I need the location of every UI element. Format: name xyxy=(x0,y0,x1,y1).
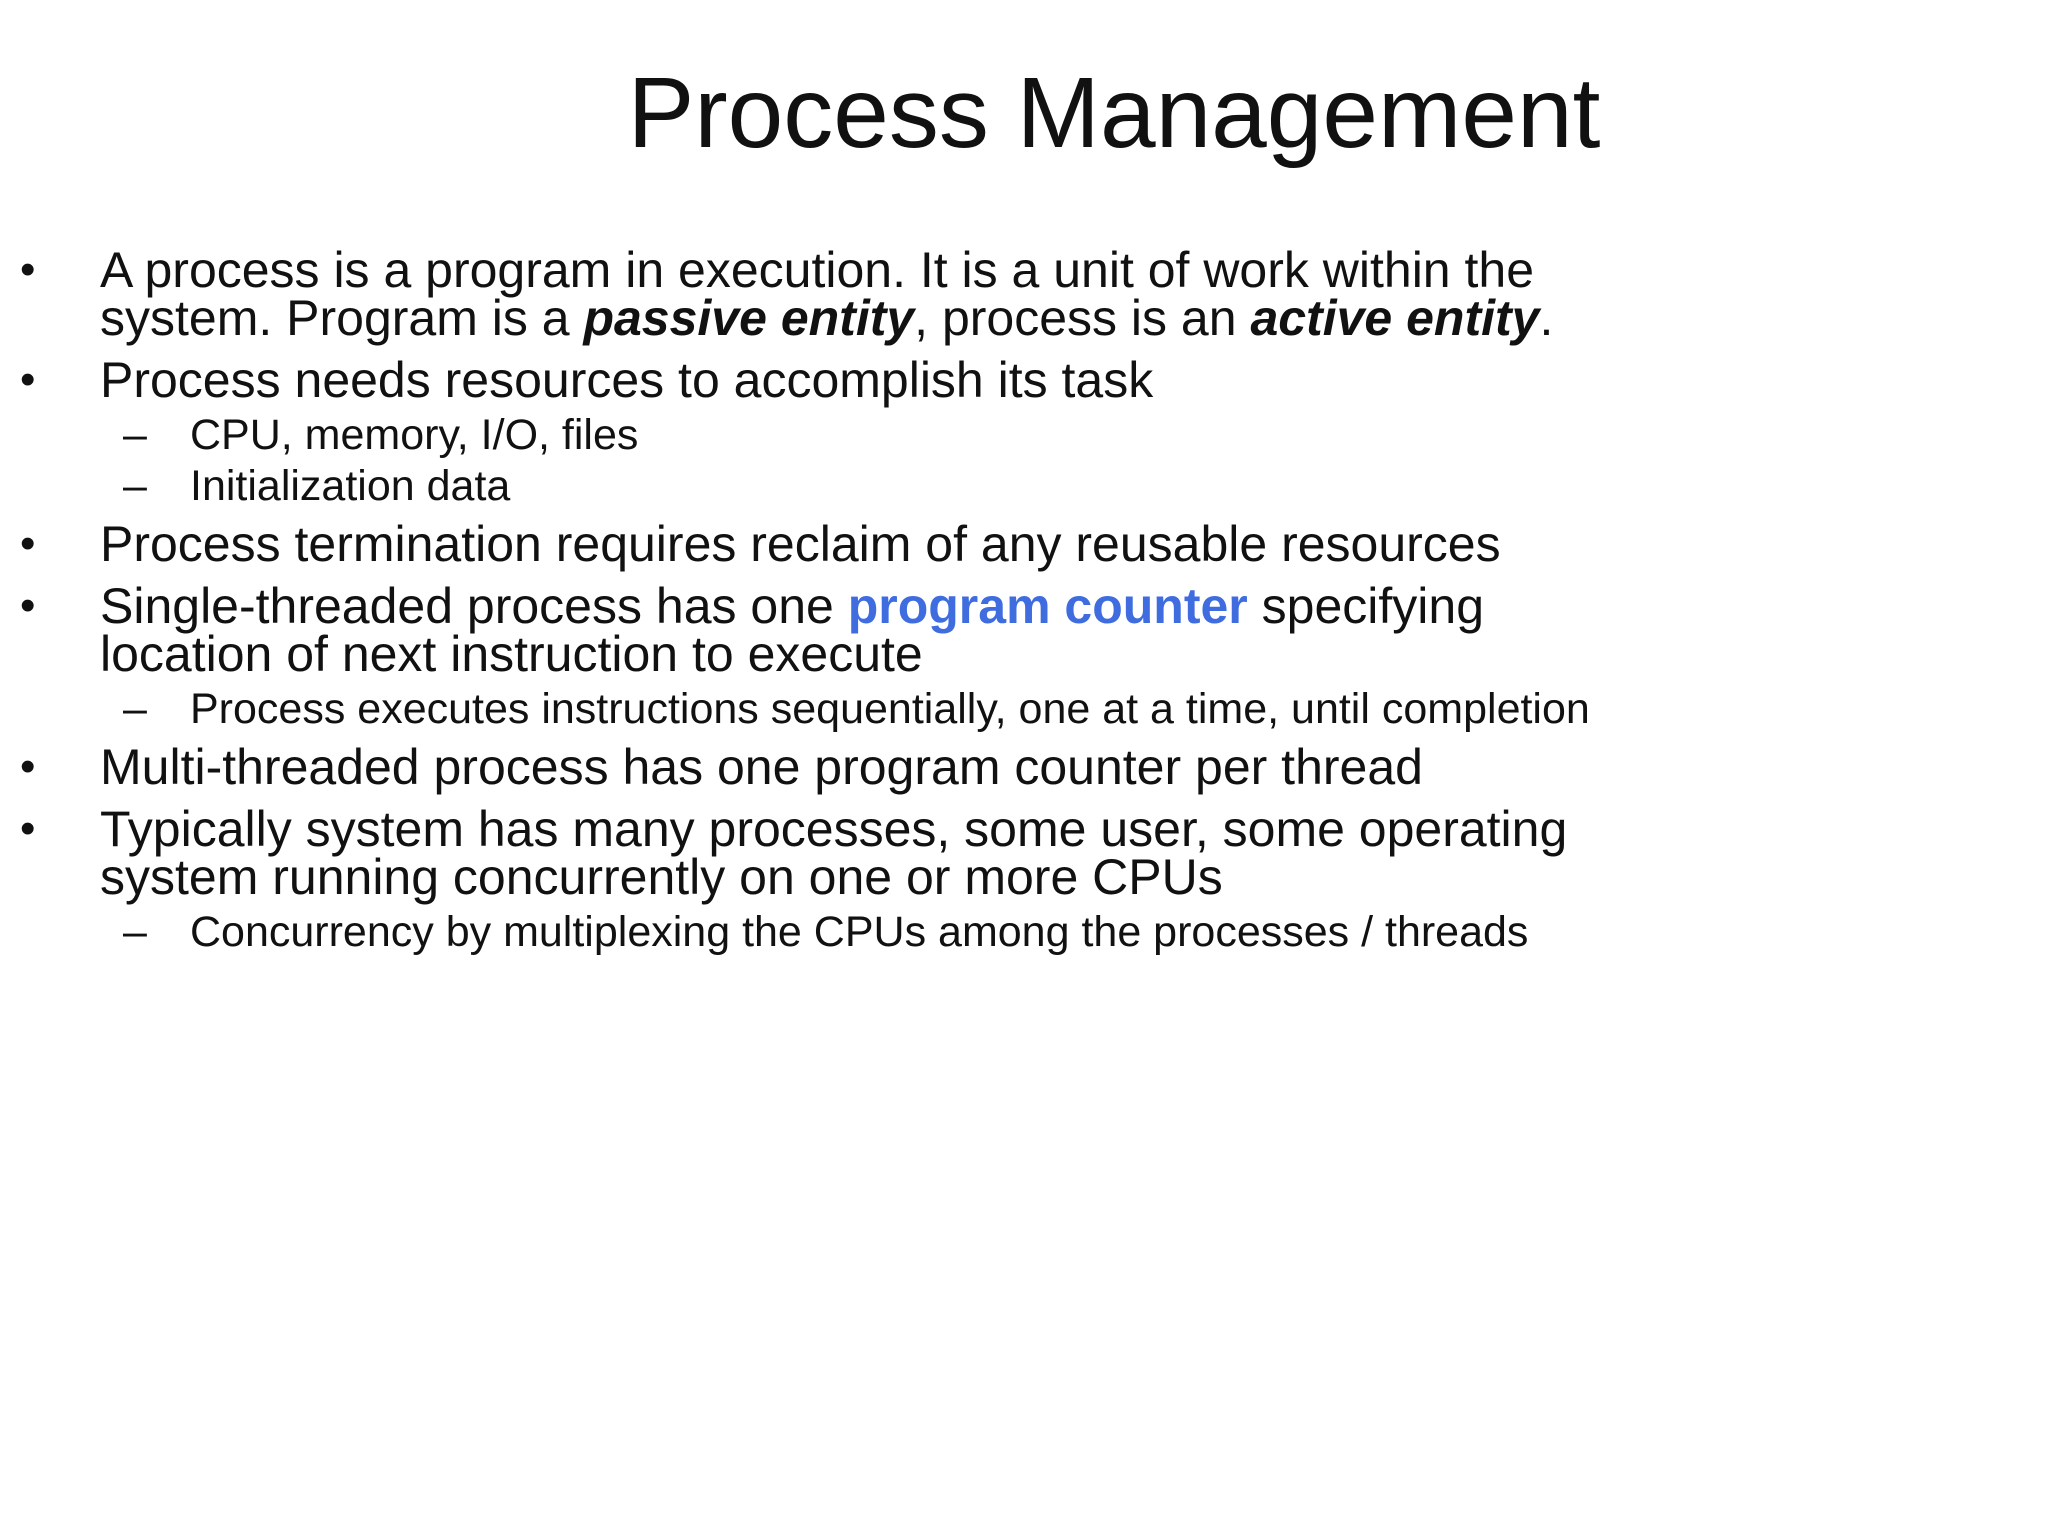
bullet-termination xyxy=(20,516,1660,572)
sub-bullet-marker: – xyxy=(123,462,147,510)
sub-bullet-text: Concurrency by multiplexing the CPUs among the processes / threads xyxy=(190,908,1529,956)
bullet-marker: • xyxy=(20,245,36,294)
emphasis-passive-entity: passive entity xyxy=(583,290,915,346)
bullet-resources xyxy=(20,352,1660,408)
bullet-marker: • xyxy=(20,581,36,630)
sub-bullet-marker: – xyxy=(123,411,147,459)
bullet-marker: • xyxy=(20,355,36,404)
sub-bullet-marker: – xyxy=(123,685,147,733)
bullet-marker: • xyxy=(20,742,36,791)
bullet-text: Multi-threaded process has one program counter per thread xyxy=(100,739,1423,795)
highlight-program-counter: program counter xyxy=(847,578,1248,634)
sub-bullet-concurrency xyxy=(20,908,1660,956)
bullet-text: specifying location of next instruction to execute xyxy=(100,578,1485,682)
bullet-text: Process termination requires reclaim of any reusable resources xyxy=(100,516,1501,572)
bullet-multi-threaded xyxy=(20,739,1660,795)
bullet-text: . xyxy=(1539,290,1554,346)
bullet-process-definition xyxy=(20,242,1660,346)
sub-bullet-text: Initialization data xyxy=(190,462,511,510)
bullet-marker: • xyxy=(20,519,36,568)
bullet-list xyxy=(20,242,1660,966)
bullet-marker: • xyxy=(20,804,36,853)
bullet-single-threaded xyxy=(20,578,1660,682)
bullet-text: Typically system has many processes, some user, some operating system running concurrently on one or more CPUs xyxy=(100,801,1568,905)
bullet-text: , process is an xyxy=(914,290,1251,346)
sub-bullet-resource-types xyxy=(20,411,1660,459)
sub-bullet-text: Process executes instructions sequentially, one at a time, until completion xyxy=(190,685,1590,733)
slide-title: Process Management xyxy=(627,57,1601,169)
sub-bullet-initialization-data xyxy=(20,462,1660,510)
bullet-text: A process is a program in execution. It is a unit of work within the system. Program is a xyxy=(100,242,1535,346)
emphasis-active-entity: active entity xyxy=(1250,290,1540,346)
sub-bullet-marker: – xyxy=(123,908,147,956)
sub-bullet-text: CPU, memory, I/O, files xyxy=(190,411,639,459)
bullet-many-processes xyxy=(20,801,1660,905)
sub-bullet-sequential-execution xyxy=(20,685,1660,733)
bullet-text: Process needs resources to accomplish its task xyxy=(100,352,1154,408)
bullet-text: Single-threaded process has one xyxy=(100,578,848,634)
